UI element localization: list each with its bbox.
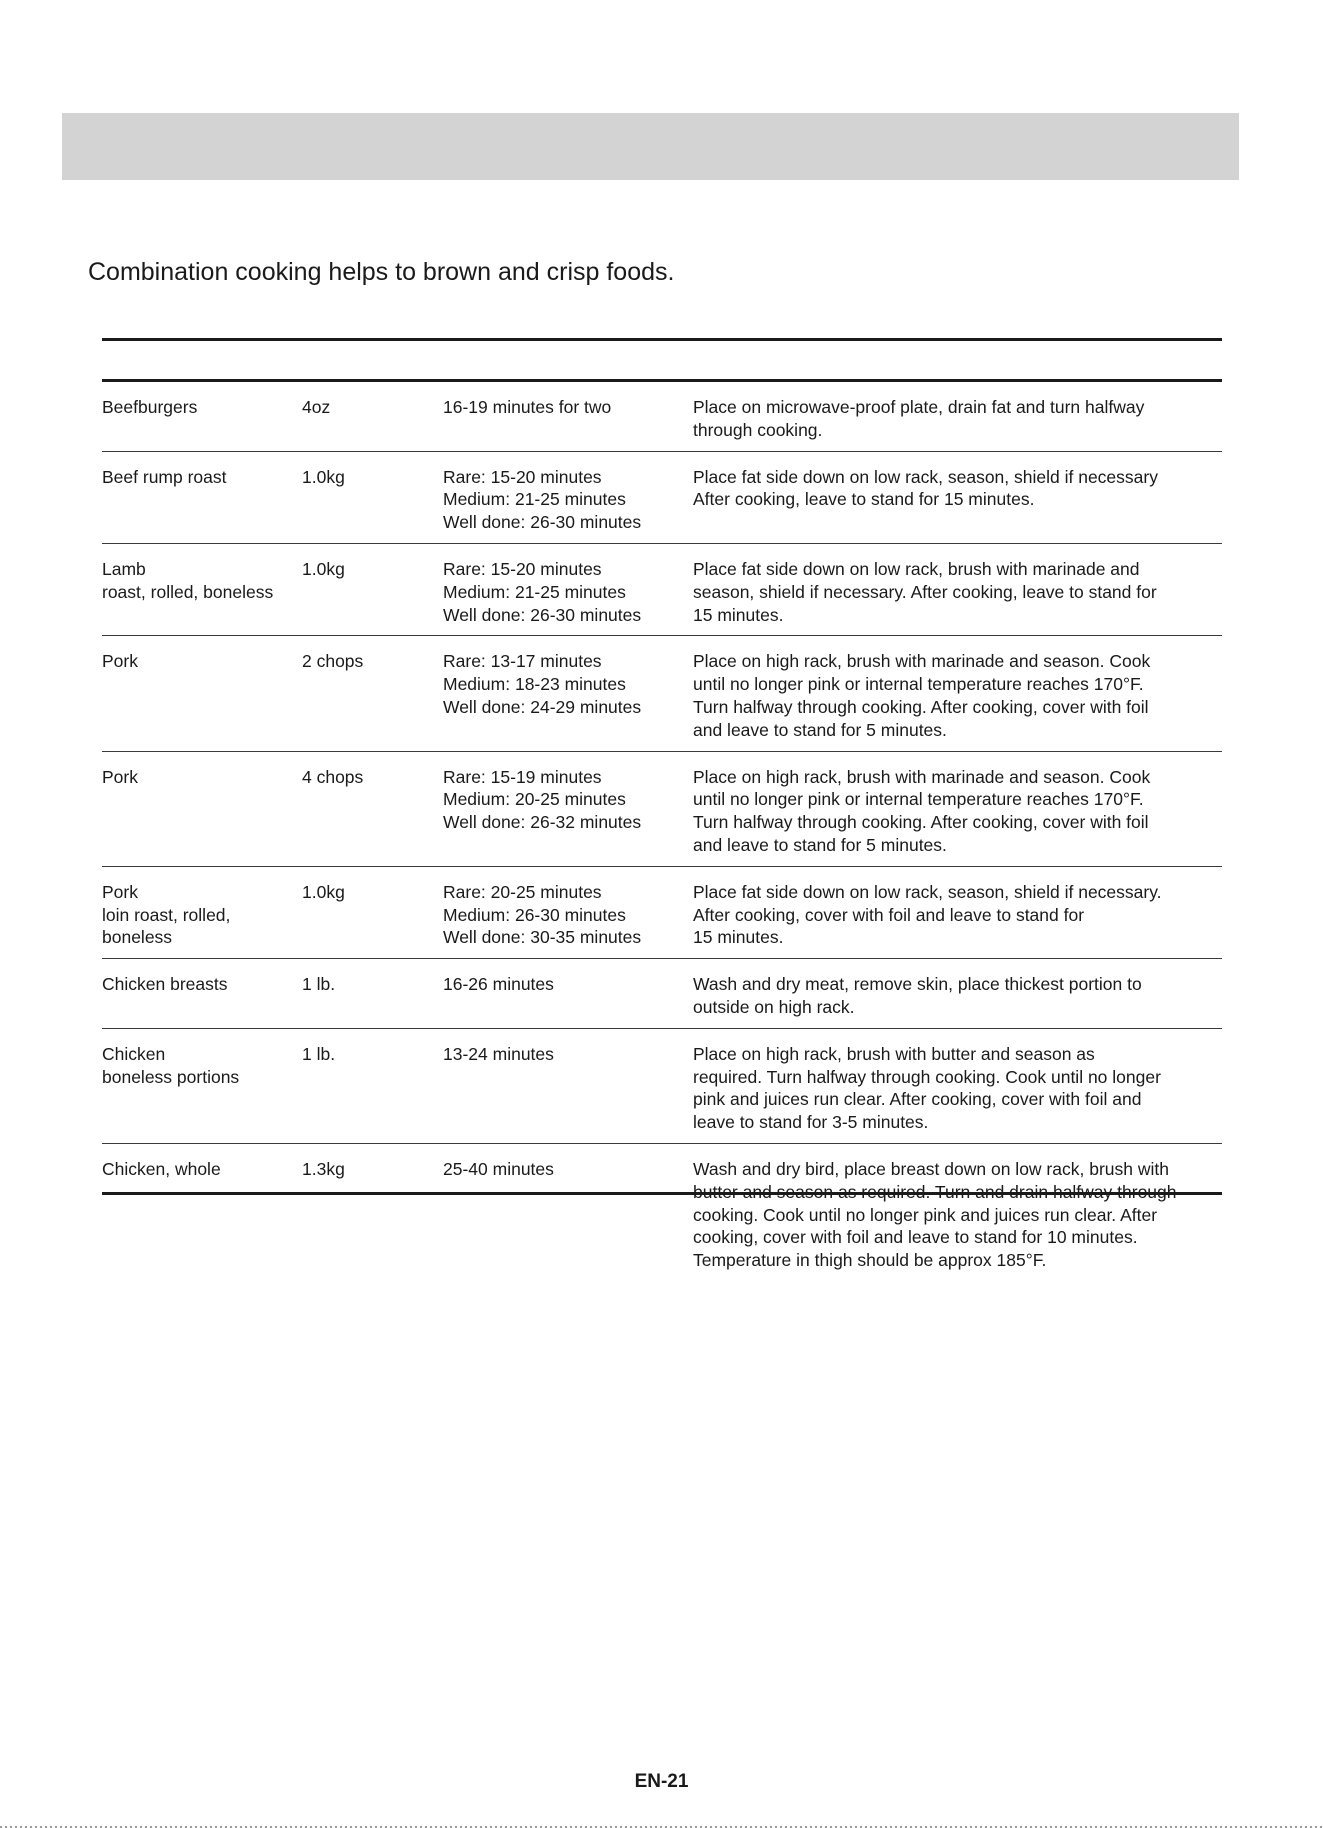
time-cell: Rare: 15-20 minutes Medium: 21-25 minutes Well done: 26-30 minutes [443,558,642,625]
quantity-cell: 4 chops [302,766,364,787]
food-cell: Chicken breasts [102,974,228,995]
instructions-cell: Place on microwave-proof plate, drain fat and turn halfway through cooking. [693,397,1145,440]
cooking-table [102,382,1222,1284]
instructions-cell: Place fat side down on low rack, brush with marinade and season, shield if necessary. After cooking, leave to stand for 15 minutes. [693,558,1157,625]
page-number: EN-21 [634,1771,689,1792]
instructions-cell: Place on high rack, brush with marinade and season. Cook until no longer pink or internal temperature reaches 170°F. Turn halfway through cooking. After cooking, cover with foil and leave to stand for 5 minutes. [693,651,1151,740]
quantity-cell: 1.0kg [302,466,345,487]
table-row [102,752,1222,867]
table-row [102,867,1222,959]
table-row [102,1144,1222,1284]
instructions-cell: Place fat side down on low rack, season, shield if necessary. After cooking, cover with foil and leave to stand for 15 minutes. [693,881,1162,948]
table-row [102,544,1222,636]
instructions-cell: Wash and dry meat, remove skin, place thickest portion to outside on high rack. [693,974,1142,1017]
table-row [102,382,1222,452]
food-cell: Chicken boneless portions [102,1043,240,1087]
time-cell: Rare: 15-20 minutes Medium: 21-25 minutes Well done: 26-30 minutes [443,466,642,533]
time-cell: 16-19 minutes for two [443,397,612,417]
food-cell: Pork [102,651,138,672]
food-cell: Beef rump roast [102,466,227,487]
time-cell: 13-24 minutes [443,1043,554,1064]
table-row [102,452,1222,544]
quantity-cell: 1.0kg [302,558,345,579]
time-cell: Rare: 15-19 minutes Medium: 20-25 minutes Well done: 26-32 minutes [443,766,642,833]
quantity-cell: 4oz [302,397,331,417]
quantity-cell: 1 lb. [302,974,336,995]
time-cell: 25-40 minutes [443,1158,554,1179]
food-cell: Chicken, whole [102,1158,221,1179]
instructions-cell: Place fat side down on low rack, season, shield if necessary After cooking, leave to stand for 15 minutes. [693,466,1158,510]
food-cell: Beefburgers [102,397,198,417]
quantity-cell: 1.3kg [302,1158,345,1179]
table-row [102,636,1222,751]
quantity-cell: 1 lb. [302,1043,336,1064]
food-cell: Pork loin roast, rolled, boneless [102,881,231,948]
food-cell: Lamb roast, rolled, boneless [102,558,274,602]
table-row [102,1029,1222,1144]
quantity-cell: 1.0kg [302,881,345,902]
food-cell: Pork [102,766,138,787]
table-row [102,959,1222,1029]
time-cell: Rare: 20-25 minutes Medium: 26-30 minutes Well done: 30-35 minutes [443,881,642,948]
quantity-cell: 2 chops [302,651,364,672]
table-top-rule [102,338,1222,341]
instructions-cell: Wash and dry bird, place breast down on low rack, brush with cooking. Cook until no longer pink and juices run clear. After cooking, cover with foil and leave to stand for 10 minutes. Temperature in thigh should be approx 185°F. [693,1158,1169,1271]
intro-text: Combination cooking helps to brown and crisp foods. [88,258,675,286]
table-bottom-rule [102,1192,1222,1195]
time-cell: Rare: 13-17 minutes Medium: 18-23 minutes Well done: 24-29 minutes [443,651,642,717]
instructions-cell: Place on high rack, brush with butter and season as required. Turn halfway through cooking. Cook until no longer pink and juices run clear. After cooking, cover with foil and leave to stand for 3-5 minutes. [693,1043,1161,1133]
time-cell: 16-26 minutes [443,974,554,995]
section-header-bar [62,113,1239,180]
instructions-cell: Place on high rack, brush with marinade and season. Cook until no longer pink or internal temperature reaches 170°F. Turn halfway through cooking. After cooking, cover with foil and leave to stand for 5 minutes. [693,766,1151,855]
